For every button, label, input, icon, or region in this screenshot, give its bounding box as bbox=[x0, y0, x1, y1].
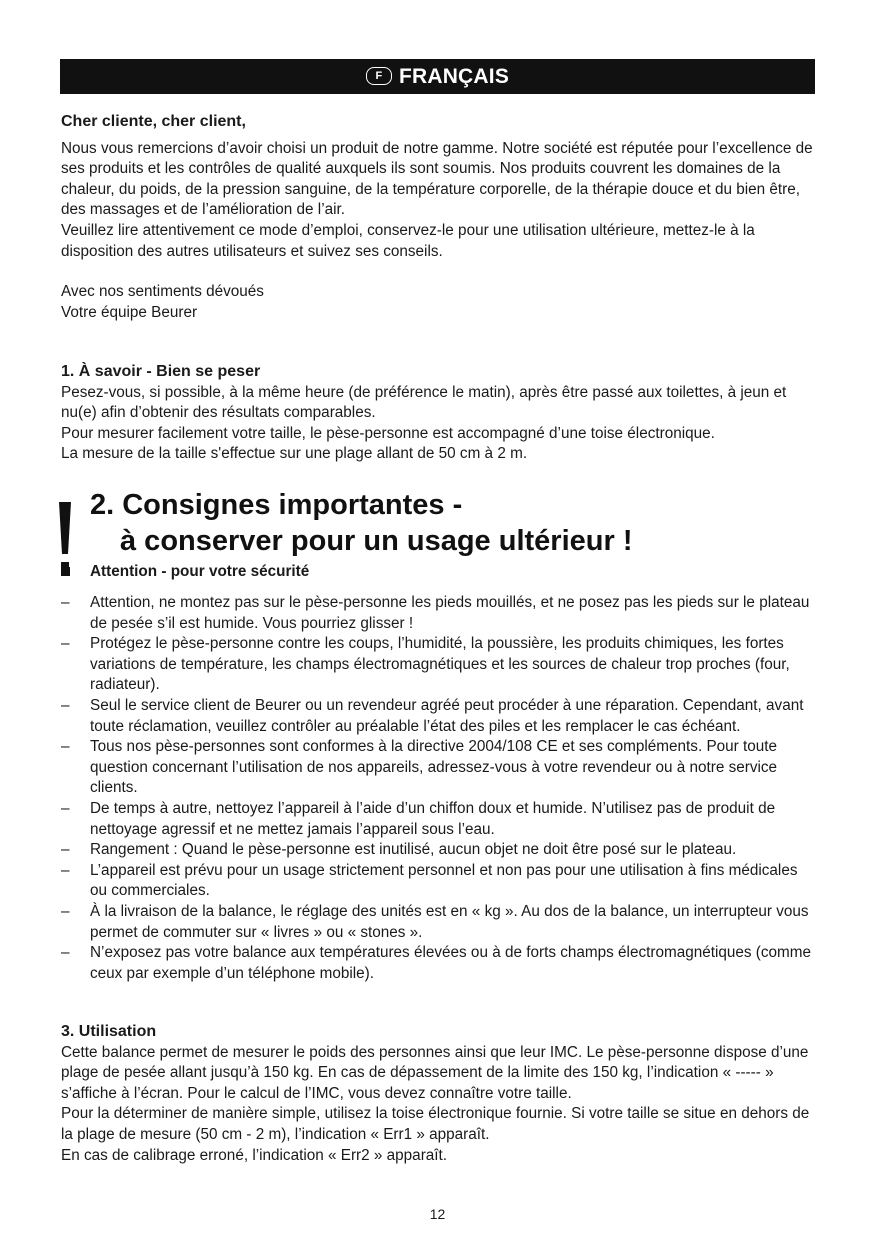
list-item: – Rangement : Quand le pèse-personne est inutilisé, aucun objet ne doit être posé sur le plateau. bbox=[61, 840, 817, 861]
bullet-square-icon bbox=[61, 567, 70, 576]
section-3-title: 3. Utilisation bbox=[61, 1023, 157, 1040]
language-title: FRANÇAIS bbox=[398, 64, 510, 88]
warning-exclamation-icon bbox=[57, 498, 73, 608]
language-badge: F bbox=[366, 67, 392, 85]
section-1 bbox=[61, 362, 817, 465]
section-1-title: 1. À savoir - Bien se peser bbox=[61, 363, 261, 380]
section-1-line-3: La mesure de la taille s'effectue sur une plage allant de 50 cm à 2 m. bbox=[61, 445, 528, 463]
list-item: – N’exposez pas votre balance aux températures élevées ou à de forts champs électromagnétiques (comme ceux par exemple d’un téléphone mobile). bbox=[61, 943, 817, 984]
section-2-title bbox=[90, 487, 632, 559]
section-3-line-2: Pour la déterminer de manière simple, utilisez la toise électronique fournie. Si votre taille se situe en dehors de la plage de mesure (50 cm - 2 m), l’indication « Err1 » apparaît. bbox=[61, 1105, 810, 1143]
safety-list bbox=[61, 593, 817, 984]
language-header-bar bbox=[60, 59, 815, 94]
intro-paragraph-1: Nous vous remercions d’avoir choisi un produit de notre gamme. Notre société est réputée pour l’excellence de ses produits et les contrôles de qualité auxquels ils sont soumis. Nos produits couvrent les domaines de la chaleur, du poids, de la pression sanguine, de la température corporelle, de la thérapie douce et du bien être, des massages et de l’amélioration de l’air. bbox=[61, 139, 813, 219]
intro-section bbox=[61, 112, 817, 323]
list-item: – L’appareil est prévu pour un usage strictement personnel et non pas pour une utilisation à fins médicales ou commerciales. bbox=[61, 861, 817, 902]
list-item: – Attention, ne montez pas sur le pèse-personne les pieds mouillés, et ne posez pas les pieds sur le plateau de pesée s’il est humide. Vous pourriez glisser ! bbox=[61, 593, 817, 634]
list-item: – Seul le service client de Beurer ou un revendeur agréé peut procéder à une réparation. Cependant, avant toute réclamation, veuillez contrôler au préalable l’état des piles et les remplacer le cas échéant. bbox=[61, 696, 817, 737]
list-item: – Tous nos pèse-personnes sont conformes à la directive 2004/108 CE et ses compléments. Pour toute question concernant l’utilisation de nos appareils, adressez-vous à votre revendeur ou à notre service clients. bbox=[61, 737, 817, 799]
section-1-line-1: Pesez-vous, si possible, à la même heure (de préférence le matin), après être passé aux toilettes, à jeun et nu(e) afin d’obtenir des résultats comparables. bbox=[61, 383, 787, 422]
closing-line-1: Avec nos sentiments dévoués bbox=[61, 283, 264, 301]
list-item: – De temps à autre, nettoyez l’appareil à l’aide d’un chiffon doux et humide. N’utilisez pas de produit de nettoyage agressif et ne mettez jamais l’appareil sous l’eau. bbox=[61, 799, 817, 840]
section-3-line-1: Cette balance permet de mesurer le poids des personnes ainsi que leur IMC. Le pèse-personne dispose d’une plage de pesée allant jusqu’à 150 kg. En cas de dépassement de la limite des 150 kg, l’indication « ----- » s’affiche à l’écran. Pour le calcul de l’IMC, vous devez connaître votre taille. bbox=[61, 1043, 809, 1102]
greeting: Cher cliente, cher client, bbox=[61, 113, 246, 130]
section-2-title-line-1: 2. Consignes importantes - bbox=[90, 489, 463, 521]
section-2-title-line-2: à conserver pour un usage ultérieur ! bbox=[120, 525, 633, 557]
section-3 bbox=[61, 1022, 817, 1166]
attention-label: Attention - pour votre sécurité bbox=[90, 563, 310, 580]
closing-line-2: Votre équipe Beurer bbox=[61, 303, 198, 321]
section-1-line-2: Pour mesurer facilement votre taille, le pèse-personne est accompagné d’une toise électronique. bbox=[61, 424, 715, 442]
intro-paragraph-2: Veuillez lire attentivement ce mode d’emploi, conservez-le pour une utilisation ultérieure, mettez-le à la disposition des autres utilisateurs et suivez ses conseils. bbox=[61, 221, 755, 260]
list-item: – Protégez le pèse-personne contre les coups, l’humidité, la poussière, les produits chimiques, les fortes variations de température, les champs électromagnétiques et les sources de chaleur trop proches (four, radiateur). bbox=[61, 634, 817, 696]
page-number: 12 bbox=[429, 1206, 446, 1222]
list-item: – À la livraison de la balance, le réglage des unités est en « kg ». Au dos de la balance, un interrupteur vous permet de commuter sur « livres » ou « stones ». bbox=[61, 902, 817, 943]
section-3-line-3: En cas de calibrage erroné, l’indication « Err2 » apparaît. bbox=[61, 1146, 448, 1164]
